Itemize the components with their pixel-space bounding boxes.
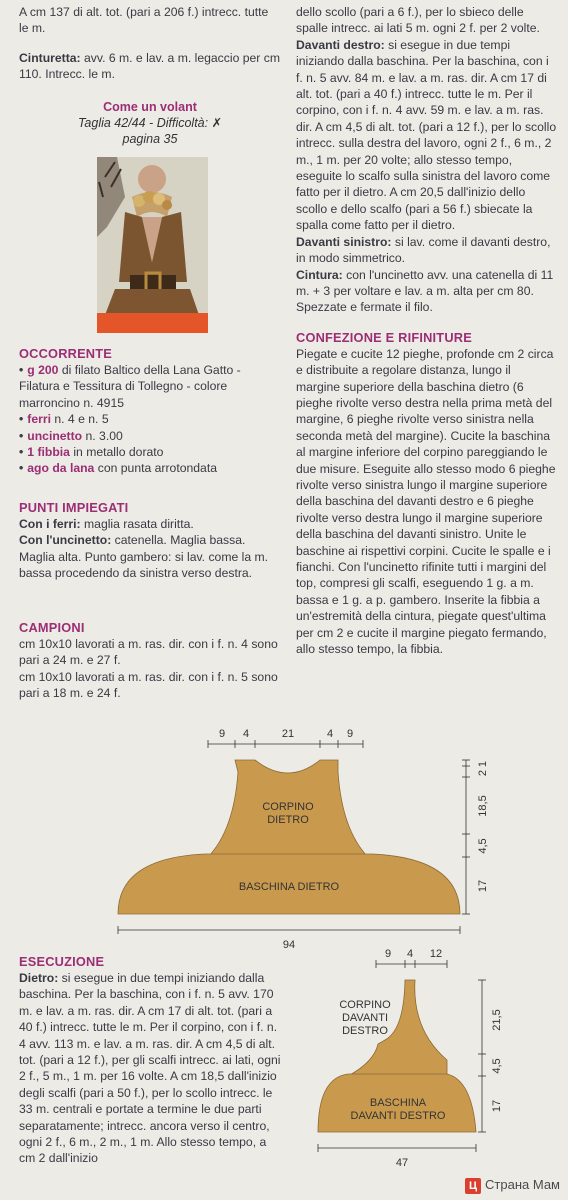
back-side-dim-5: 17 xyxy=(477,879,489,893)
front-peplum-label-2: DAVANTI DESTRO xyxy=(350,1110,446,1122)
back-side-dim-1: 1 xyxy=(477,760,489,768)
bullet-icon: • xyxy=(19,428,24,443)
occorrente-item-text: con punta arrotondata xyxy=(94,461,217,476)
front-peplum-label-1: BASCHINA xyxy=(369,1097,427,1109)
esecuzione-heading: ESECUZIONE xyxy=(19,954,105,969)
occorrente-item-highlight: ferri xyxy=(27,412,51,427)
cinturetta-text: avv. 6 m. e lav. a m. legaccio per cm 110. Intrecc. le m. xyxy=(19,51,280,82)
back-side-dim-2: 2 xyxy=(477,769,489,777)
front-side-dim-1: 21,5 xyxy=(491,1009,503,1031)
front-bodice-label-3: DESTRO xyxy=(342,1025,388,1037)
bullet-icon: • xyxy=(19,363,24,377)
front-top-dim-3: 12 xyxy=(429,948,443,960)
front-side-dim-3: 17 xyxy=(491,1099,503,1113)
site-watermark xyxy=(465,1177,560,1194)
front-top-dim-1: 9 xyxy=(384,948,392,960)
front-top-dim-2: 4 xyxy=(406,948,414,960)
back-top-dim-2: 4 xyxy=(242,728,250,740)
back-top-dim-3: 21 xyxy=(281,728,295,740)
back-peplum-label: BASCHINA DIETRO xyxy=(238,881,340,893)
back-side-dim-3: 18,5 xyxy=(477,795,489,817)
front-bodice-label-2: DAVANTI xyxy=(341,1012,389,1024)
cintura-label: Cintura: xyxy=(296,267,343,282)
intro-paragraph: A cm 137 di alt. tot. (pari a 206 f.) intrecc. tutte le m. xyxy=(19,5,269,36)
punti-ferri-text: maglia rasata diritta. xyxy=(80,517,194,531)
occorrente-item-highlight: g 200 xyxy=(27,363,59,377)
punti-ferri-label: Con i ferri: xyxy=(19,517,81,531)
occorrente-item-highlight: uncinetto xyxy=(27,428,83,443)
occorrente-item-text: in metallo dorato xyxy=(69,445,164,460)
occorrente-item-highlight: 1 fibbia xyxy=(27,445,70,460)
occorrente-item-text: di filato Baltico della Lana Gatto - Filatura e Tessitura di Tollegno - colore marroncino n. 4915 xyxy=(19,363,241,410)
occorrente-item-text: n. 4 e n. 5 xyxy=(51,412,109,427)
ds-text: si lav. come il davanti destro, in modo simmetrico. xyxy=(296,234,551,266)
punti-heading: PUNTI IMPIEGATI xyxy=(19,500,129,515)
back-top-dim-1: 9 xyxy=(218,728,226,740)
back-bodice-label-1: CORPINO xyxy=(262,801,314,813)
back-bottom-dim: 94 xyxy=(282,939,296,951)
cintura-text: con l'uncinetto avv. una catenella di 11 m. + 3 per voltare e lav. a m. alta per cm 80. Spezzate e fermate il filo. xyxy=(296,267,554,315)
bullet-icon: • xyxy=(19,412,24,427)
back-side-dim-4: 4,5 xyxy=(477,838,489,854)
caption-title: Come un volant xyxy=(103,100,197,114)
back-bodice-label-2: DIETRO xyxy=(267,814,309,826)
front-bottom-dim: 47 xyxy=(395,1157,409,1169)
front-side-dim-2: 4,5 xyxy=(491,1058,503,1074)
caption-page: pagina 35 xyxy=(122,132,178,146)
bullet-icon: • xyxy=(19,445,24,460)
campioni-heading: CAMPIONI xyxy=(19,620,85,635)
confezione-heading: CONFEZIONE E RIFINITURE xyxy=(296,329,472,345)
dd-label: Davanti destro: xyxy=(296,37,385,52)
back-top-dim-4: 4 xyxy=(326,728,334,740)
diagram-front xyxy=(318,948,503,1169)
dietro-label: Dietro: xyxy=(19,971,59,985)
campioni-line1: cm 10x10 lavorati a m. ras. dir. con i f. n. 4 sono pari a 24 m. e 27 f. xyxy=(19,637,278,668)
punti-unc-text: catenella. Maglia bassa. Maglia alta. Punto gambero: si lav. come la m. bassa procedendo da sinistra verso destra. xyxy=(19,533,269,581)
bullet-icon: • xyxy=(19,461,24,476)
ds-label: Davanti sinistro: xyxy=(296,234,392,249)
caption-size: Taglia 42/44 - Difficoltà: ✗ xyxy=(77,116,223,130)
dd-text: si esegue in due tempi iniziando dalla baschina. Per la baschina, con i f. n. 5 avv. 84 m. e lav. a m. ras. dir. A cm 17 di alt. tot. (pari a 40 f.) intrecc. tutte le m. Per il corpino, con i f. n. 4 avv. 59 m. e lav. a m. ras. dir. A cm 4,5 di alt. tot. (pari a 12 f.), per lo scollo intrecc. sulla destra del lavoro, ogni 2 f., 6 m., 2 m., 1 m. per 20 volte; allo stesso tempo, eseguite lo scalfo sulla sinistra del lavoro come fatto per il dietro. A cm 20,5 dall'inizio dello scollo e dello scalfo (pari a 56 f.) sbiecate la spalla come fatto per il dietro. xyxy=(296,37,557,233)
occorrente-item-text: n. 3.00 xyxy=(82,428,123,443)
dietro-text: si esegue in due tempi iniziando dalla baschina. Per la baschina, con i f. n. 5 avv. 170 m. e lav. a m. ras. dir. A cm 17 di alt. tot. (pari a 40 f.) intrecc. tutte le m. Per il corpino, con i f. n. 4 avv. 113 m. e lav. a m. ras. dir. A cm 4,5 di alt. tot. (pari a 12 f.), per gli scalfi intrecc. ai lati, ogni 2 f., 5 m., 1 m. per 16 volte. A cm 18,5 dall'inizio degli scalfi (pari a 50 f.), per lo scollo intrecc. le 33 m. centrali e portate a termine le due parti separatamente; intrecc. ancora verso il centro, ogni 2 f., 6 m., 2 m., 1 m. Allo stesso tempo, a cm 2 dall'inizio xyxy=(19,971,281,1166)
occorrente-heading: OCCORRENTE xyxy=(19,346,113,361)
campioni-line2: cm 10x10 lavorati a m. ras. dir. con i f. n. 5 sono pari a 18 m. e 24 f. xyxy=(19,669,278,701)
cinturetta-label: Cinturetta: xyxy=(19,51,81,65)
punti-unc-label: Con l'uncinetto: xyxy=(19,533,112,548)
diagram-back xyxy=(118,728,489,951)
back-top-dim-5: 9 xyxy=(346,728,354,740)
confezione-paragraph: Piegate e cucite 12 pieghe, profonde cm 2 circa e distribuite a regolare distanza, lungo il margine superiore della baschina dietro (6 pieghe rivolte verso destra nella prima metà del margine, 6 pieghe rivolte verso sinistra nella seconda metà del margine). Cucite la baschina al margine inferiore del corpino pareggiando le due misure. Eseguite allo stesso modo 6 pieghe rivolte verso sinistra lungo il margine superiore della baschina del davanti destro e 6 pieghe rivolte verso destra lungo il margine superiore della baschina del davanti sinistro. Unite le baschine ai rispettivi corpini. Cucite le spalle e i fianchi. Con l'uncinetto rifinite tutti i margini del top, compresi gli scalfi, eseguendo 1 g. a m. bassa e 1 g. a p. gambero. Inserite la fibbia a un'estremità della cintura, piegate quest'ultima per cm 2 e cucite il margine piegato fermando, allo stesso tempo, la fibbia. xyxy=(296,346,556,657)
occorrente-item-highlight: ago da lana xyxy=(27,461,95,476)
watermark-logo-icon: Ц xyxy=(465,1178,481,1194)
watermark-text: Страна Мам xyxy=(485,1177,560,1192)
front-bodice-label-1: CORPINO xyxy=(339,999,391,1011)
scollo-cont: dello scollo (pari a 6 f.), per lo sbieco delle spalle intrecc. ai lati 5 m. ogni 2 f. per 2 volte. xyxy=(296,5,540,36)
